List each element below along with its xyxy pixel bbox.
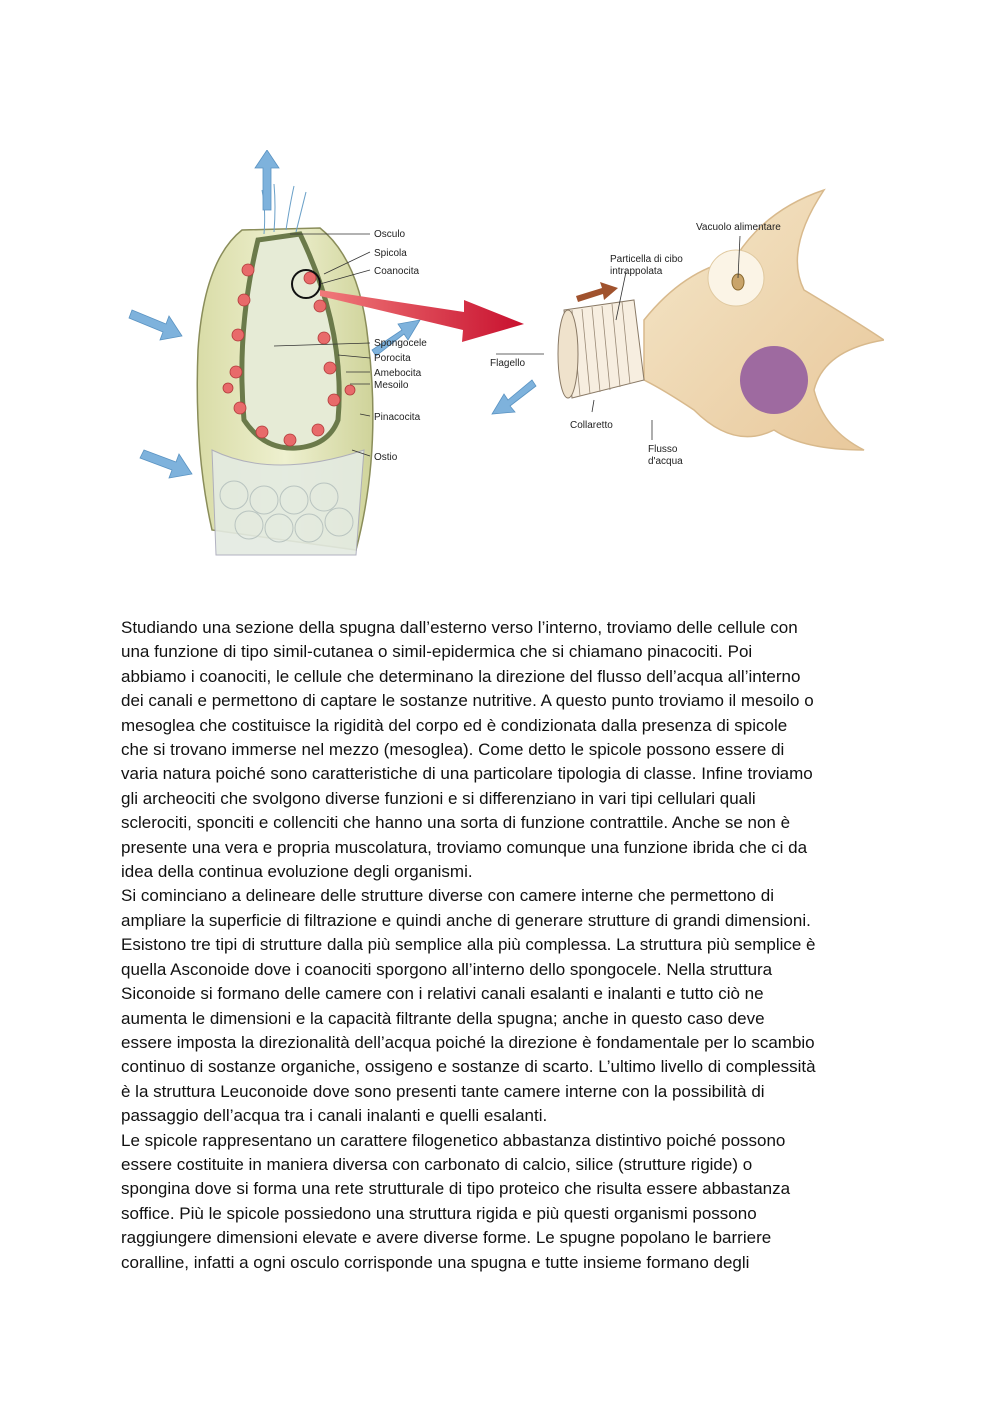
text-line: essere imposta la direzionalità dell’acqua poiché la direzione è fondamentale per lo scambio xyxy=(121,1032,815,1052)
text-line: aumenta le dimensioni e la capacità filtrante della spugna; anche in questo caso deve xyxy=(121,1008,765,1028)
label-flusso-2: d'acqua xyxy=(648,456,683,467)
text-line: che si trovano immerse nel mezzo (mesoglea). Come detto le spicole possono essere di xyxy=(121,740,785,760)
text-line: continuo di sostanze organiche, ossigeno e sostanze di scarto. L’ultimo livello di complessità xyxy=(121,1057,816,1077)
text-line: dei canali e permettono di captare le sostanze nutritive. A questo punto troviamo il mesoilo o xyxy=(121,691,814,711)
sponge-body xyxy=(197,184,373,555)
text-line: una funzione di tipo simil-cutanea o simil-epidermica che si chiamano pinacociti. Poi xyxy=(121,642,753,662)
label-vacuolo: Vacuolo alimentare xyxy=(696,222,781,233)
text-line: abbiamo i coanociti, le cellule che determinano la direzione del flusso dell’acqua all’interno xyxy=(121,666,801,686)
text-line: soffice. Più le spicole possiedono una struttura rigida e più questi organismi possono xyxy=(121,1203,757,1223)
label-pinacocita: Pinacocita xyxy=(374,412,421,423)
label-spicola: Spicola xyxy=(374,248,407,259)
text-line: coralline, infatti a ogni osculo corrisponde una spugna e tutte insieme formano degli xyxy=(121,1252,750,1272)
text-line: Siconoide si formano delle camere con i relativi canali esalanti e inalanti e tutto ciò ne xyxy=(121,984,764,1004)
text-line: sclerociti, sponciti e collenciti che hanno una sorta di funzione contrattile. Anche se non è xyxy=(121,813,791,833)
label-collaretto: Collaretto xyxy=(570,420,613,431)
text-line: essere costituite in maniera diversa con carbonato di calcio, silice (strutture rigide) o xyxy=(121,1154,753,1174)
text-line: passaggio dell’acqua tra i canali inalanti e quelli esalanti. xyxy=(121,1106,548,1126)
label-coanocita: Coanocita xyxy=(374,266,420,277)
label-particella-2: intrappolata xyxy=(610,266,663,277)
text-line: Si cominciano a delineare delle strutture diverse con camere interne che permettono di xyxy=(121,886,774,906)
text-line: ampliare la superficie di filtrazione e quindi anche di generare strutture di grandi dimensioni. xyxy=(121,910,811,930)
text-line: mesoglea che costituisce la rigidità del corpo ed è condizionata dalla presenza di spicole xyxy=(121,715,788,735)
text-line: varia natura poiché sono caratteristiche di una particolare tipologia di classe. Infine troviamo xyxy=(121,764,813,784)
label-flusso-1: Flusso xyxy=(648,444,678,455)
text-line: è la struttura Leuconoide dove sono presenti tante camere interne con la possibilità di xyxy=(121,1081,765,1101)
label-ostio: Ostio xyxy=(374,452,398,463)
text-line: idea della continua evoluzione degli organismi. xyxy=(121,862,473,882)
text-line: gli archeociti che svolgono diverse funzioni e si differenziano in vari tipi cellulari quali xyxy=(121,788,756,808)
label-flagello: Flagello xyxy=(490,358,526,369)
label-spongocele: Spongocele xyxy=(374,338,427,349)
label-osculo: Osculo xyxy=(374,229,406,240)
text-line: quella Asconoide dove i coanociti sporgono all’interno dello spongocele. Nella struttura xyxy=(121,959,773,979)
label-particella-1: Particella di cibo xyxy=(610,254,683,265)
text-line: Esistono tre tipi di strutture dalla più semplice alla più complessa. La struttura più semplice è xyxy=(121,935,816,955)
label-mesoilo: Mesoilo xyxy=(374,380,409,391)
text-line: spongina dove si forma una rete strutturale di tipo proteico che risulta essere abbastanza xyxy=(121,1179,791,1199)
sponge-anatomy-figure xyxy=(124,150,884,560)
text-line: raggiungere dimensioni elevate e avere diverse forme. Le spugne popolano le barriere xyxy=(121,1228,772,1248)
text-line: Studiando una sezione della spugna dall’esterno verso l’interno, troviamo delle cellule con xyxy=(121,618,798,637)
text-line: Le spicole rappresentano un carattere filogenetico abbastanza distintivo poiché possono xyxy=(121,1130,786,1150)
label-porocita: Porocita xyxy=(374,353,411,364)
body-text xyxy=(121,616,891,1275)
text-line: presente una vera e propria muscolatura, troviamo comunque una funzione ibrida che ci da xyxy=(121,837,808,857)
label-amebocita: Amebocita xyxy=(374,368,422,379)
